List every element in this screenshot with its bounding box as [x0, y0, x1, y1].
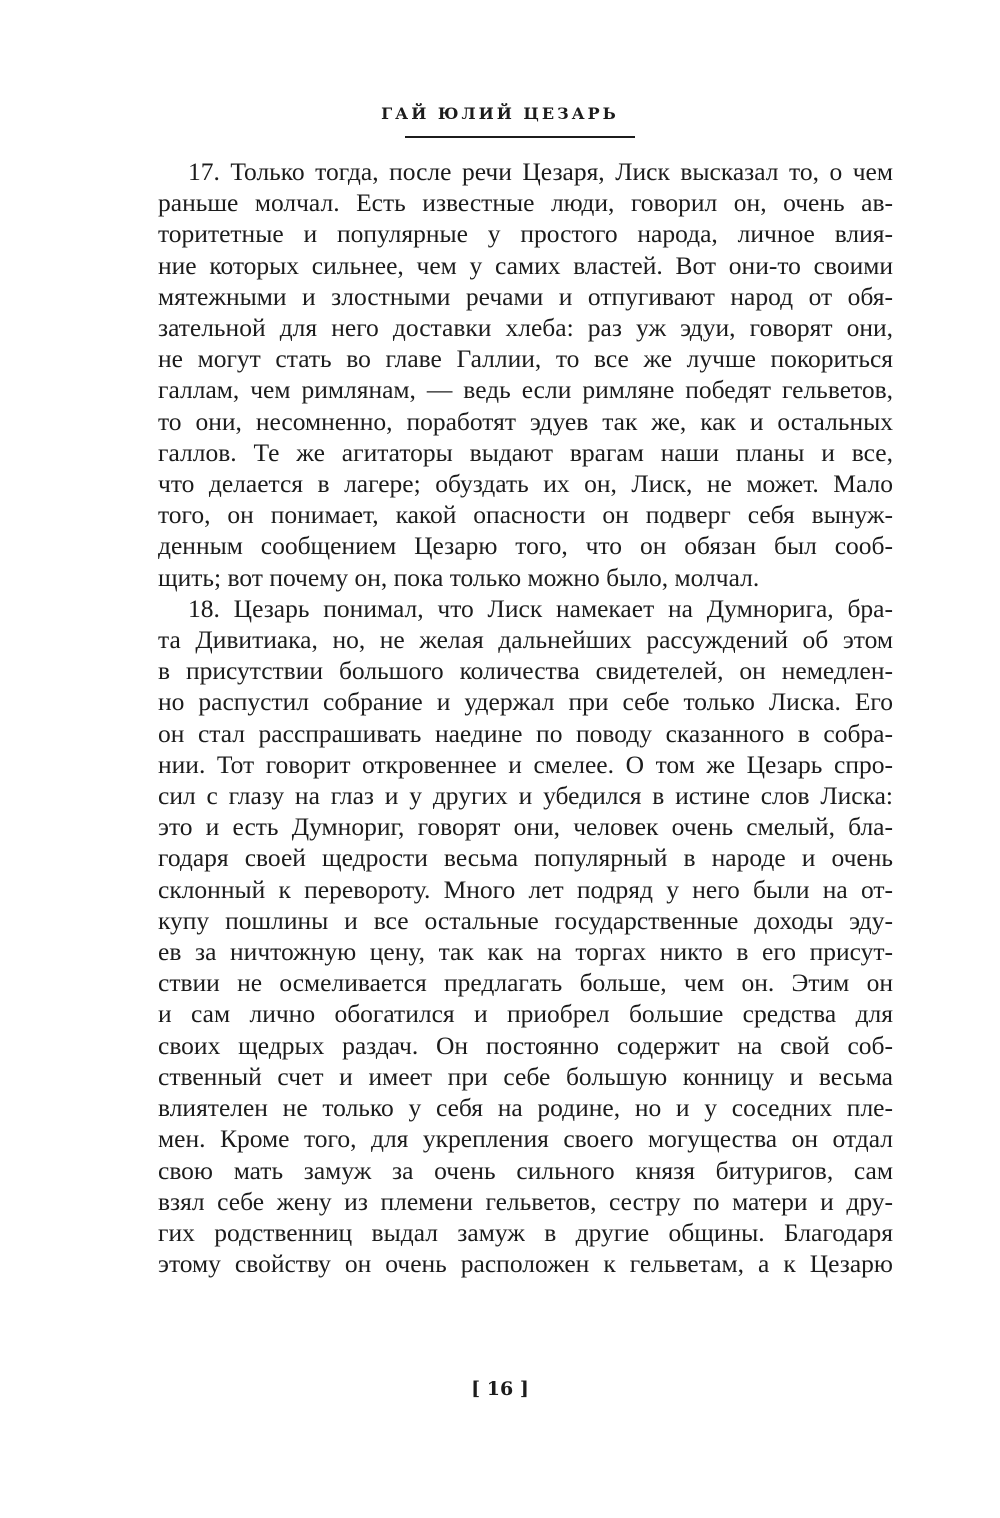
- text-line: свою мать замуж за очень сильного князя битуригов, сам: [158, 1155, 893, 1185]
- text-line: гих родственниц выдал замуж в другие общины. Благодаря: [158, 1217, 893, 1247]
- text-line: годаря своей щедрости весьма популярный в народе и очень: [158, 843, 893, 873]
- text-line: купу пошлины и все остальные государственные доходы эду-: [158, 905, 893, 935]
- text-line: 17. Только тогда, после речи Цезаря, Лиск высказал то, о чем: [188, 157, 893, 186]
- text-line: 18. Цезарь понимал, что Лиск намекает на Думнорига, бра-: [188, 593, 893, 623]
- text-line: в присутствии большого количества свидетелей, он немедлен-: [158, 656, 893, 686]
- text-line: щить; вот почему он, пока только можно было, молчал.: [158, 562, 760, 592]
- text-line: то они, несомненно, поработят эдуев так же, как и остальных: [158, 406, 893, 436]
- text-line: своих щедрых раздач. Он постоянно содержит на свой соб-: [158, 1030, 893, 1060]
- text-line: что делается в лагере; обуздать их он, Лиск, не может. Мало: [158, 469, 893, 499]
- text-line: взял себе жену из племени гельветов, сестру по матери и дру-: [158, 1186, 893, 1216]
- text-line: влиятелен не только у себя на родине, но и у соседних пле-: [158, 1093, 893, 1123]
- text-line: и сам лично обогатился и приобрел большие средства для: [158, 999, 893, 1029]
- text-line: галлам, чем римлянам, — ведь если римляне победят гельветов,: [158, 375, 893, 405]
- text-line: та Дивитиака, но, не желая дальнейших рассуждений об этом: [158, 625, 893, 655]
- text-line: раньше молчал. Есть известные люди, говорил он, очень ав-: [158, 188, 893, 218]
- text-line: того, он понимает, какой опасности он подверг себя вынуж-: [158, 500, 893, 530]
- body-text: [158, 156, 893, 1279]
- text-line: ственный счет и имеет при себе большую конницу и весьма: [158, 1061, 893, 1091]
- page-number: [ 16 ]: [471, 1378, 529, 1400]
- text-line: ние которых сильнее, чем у самих властей. Вот они-то своими: [158, 250, 893, 280]
- text-line: мятежными и злостными речами и отпугивают народ от обя-: [158, 281, 893, 311]
- text-line: торитетные и популярные у простого народа, личное влия-: [158, 219, 893, 249]
- text-line: он стал расспрашивать наедине по поводу сказанного в собра-: [158, 718, 893, 748]
- text-line: не могут стать во главе Галлии, то все же лучше покориться: [158, 344, 893, 374]
- text-line: галлов. Те же агитаторы выдают врагам наши планы и все,: [158, 437, 893, 467]
- text-line: нии. Тот говорит откровеннее и смелее. О том же Цезарь спро-: [158, 749, 893, 779]
- text-line: сил с глазу на глаз и у других и убедился в истине слов Лиска:: [158, 781, 893, 811]
- text-line: зательной для него доставки хлеба: раз уж эдуи, говорят они,: [158, 313, 893, 343]
- running-header: ГАЙ ЮЛИЙ ЦЕЗАРЬ: [381, 104, 619, 123]
- text-line: склонный к перевороту. Много лет подряд у него были на от-: [158, 874, 893, 904]
- header-rule: [405, 136, 635, 138]
- text-line: это и есть Думнориг, говорят они, человек очень смелый, бла-: [158, 812, 893, 842]
- text-line: этому свойству он очень расположен к гельветам, а к Цезарю: [158, 1249, 893, 1279]
- text-line: но распустил собрание и удержал при себе только Лиска. Его: [158, 687, 893, 717]
- text-line: мен. Кроме того, для укрепления своего могущества он отдал: [158, 1124, 893, 1154]
- text-line: ствии не осмеливается предлагать больше, чем он. Этим он: [158, 968, 893, 998]
- text-line: денным сообщением Цезарю того, что он обязан был сооб-: [158, 531, 893, 561]
- text-line: ев за ничтожную цену, так как на торгах никто в его присут-: [158, 937, 893, 967]
